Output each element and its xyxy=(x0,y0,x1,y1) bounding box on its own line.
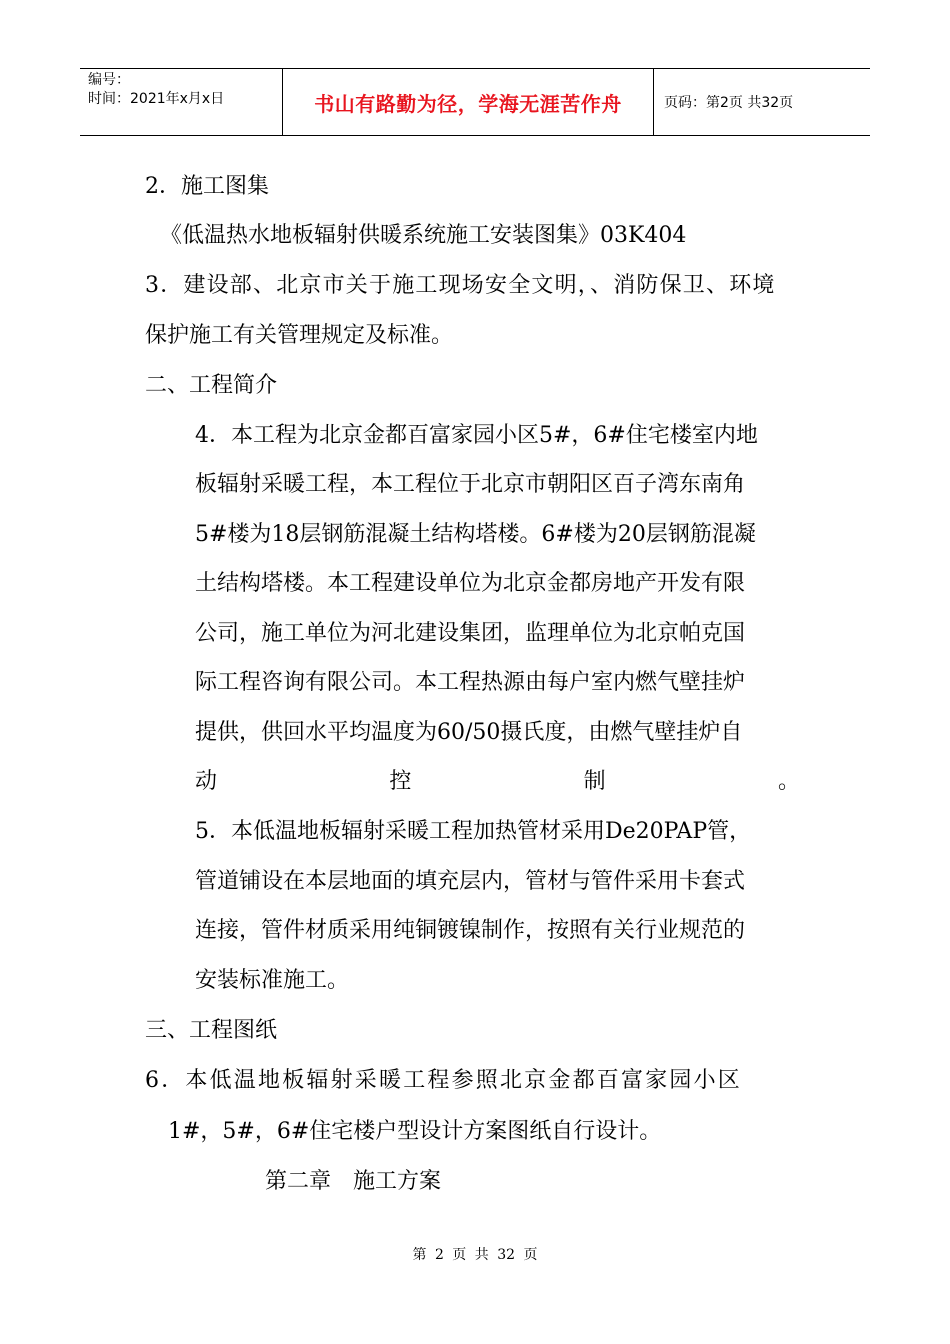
text-line: 4．本工程为北京金都百富家园小区5#，6#住宅楼室内地 xyxy=(195,423,758,448)
text-line: 安装标准施工。 xyxy=(195,968,350,993)
text-line: 板辐射采暖工程，本工程位于北京市朝阳区百子湾东南角 xyxy=(195,472,746,497)
text-line: 提供，供回水平均温度为60/50摄氏度，由燃气壁挂炉自 xyxy=(195,720,743,745)
header-page-info: 页码：第2页 共32页 xyxy=(664,95,794,111)
text-line: 1#，5#，6#住宅楼户型设计方案图纸自行设计。 xyxy=(168,1119,662,1144)
text-line: 《低温热水地板辐射供暖系统施工安装图集》03K404 xyxy=(160,223,687,248)
section-heading: 三、工程图纸 xyxy=(145,1018,278,1043)
text-line: 5．本低温地板辐射采暖工程加热管材采用De20PAP管， xyxy=(195,819,752,844)
justified-char: 。 xyxy=(777,769,800,794)
text-line: 3．建设部、北京市关于施工现场安全文明，、消防保卫、环境 xyxy=(145,273,776,298)
text-line: 保护施工有关管理规定及标准。 xyxy=(145,323,454,348)
text-line: 际工程咨询有限公司。本工程热源由每户室内燃气壁挂炉 xyxy=(195,670,746,695)
text-line: 管道铺设在本层地面的填充层内，管材与管件采用卡套式 xyxy=(195,869,746,894)
text-line: 连接，管件材质采用纯铜镀镍制作，按照有关行业规范的 xyxy=(195,918,746,943)
justified-line xyxy=(195,767,800,797)
page-header xyxy=(80,68,870,136)
header-motto: 书山有路勤为径，学海无涯苦作舟 xyxy=(282,69,654,135)
text-line: 2．施工图集 xyxy=(145,174,269,199)
section-heading: 二、工程简介 xyxy=(145,373,278,398)
page-footer: 第 2 页 共 32 页 xyxy=(412,1247,538,1263)
justified-char: 制 xyxy=(583,769,606,794)
chapter-title: 第二章 施工方案 xyxy=(265,1169,442,1194)
text-line: 6．本低温地板辐射采暖工程参照北京金都百富家园小区 xyxy=(145,1068,742,1093)
document-number-label: 编号： xyxy=(88,72,130,88)
text-line: 公司，施工单位为河北建设集团，监理单位为北京帕克国 xyxy=(195,621,746,646)
text-line: 5#楼为18层钢筋混凝土结构塔楼。6#楼为20层钢筋混凝 xyxy=(195,522,756,547)
justified-char: 动 xyxy=(195,769,218,794)
document-time-label: 时间：2021年x月x日 xyxy=(88,91,225,107)
header-meta xyxy=(80,69,282,135)
text-line: 土结构塔楼。本工程建设单位为北京金都房地产开发有限 xyxy=(195,571,746,596)
justified-char: 控 xyxy=(389,769,412,794)
